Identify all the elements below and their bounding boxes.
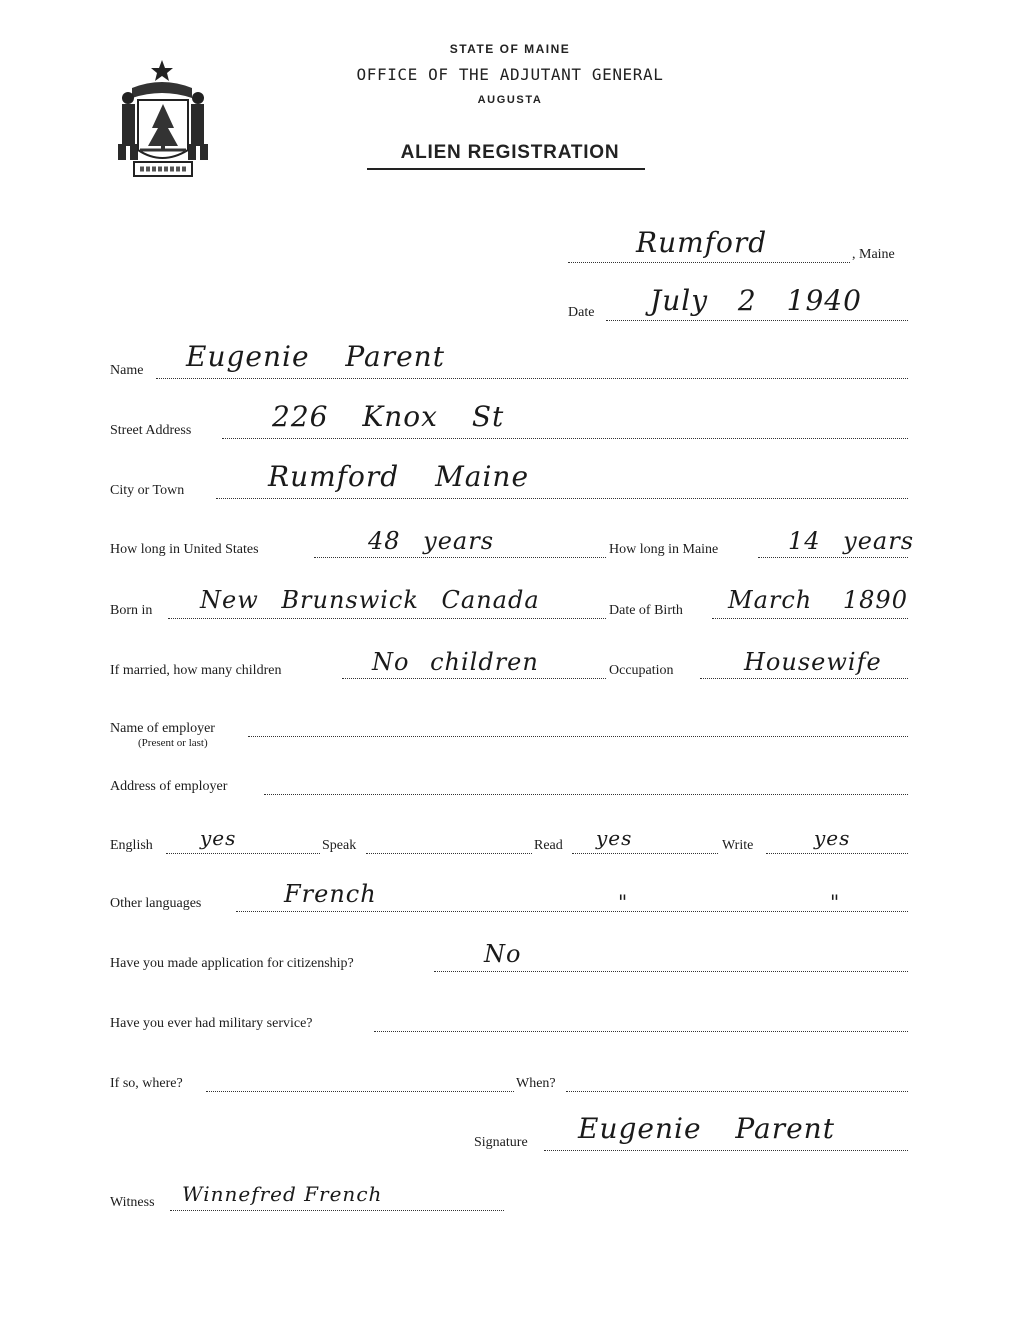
english-value: yes [200,826,237,850]
how-long-maine-value: 14 years [788,527,915,555]
other-languages-line [236,911,908,912]
military-line [374,1031,908,1032]
street-value: 226 Knox St [272,400,505,433]
children-label: If married, how many children [110,663,282,678]
read-value: yes [596,826,633,850]
how-long-us-label: How long in United States [110,542,259,557]
ditto-mark-1: " [618,890,629,914]
english-label: English [110,838,153,853]
employer-address-label: Address of employer [110,779,228,794]
when-label: When? [516,1076,556,1091]
speak-line [366,853,532,854]
name-label: Name [110,363,144,378]
employer-sub-label: (Present or last) [138,737,208,749]
occupation-line [700,678,908,679]
write-label: Write [722,838,754,853]
form-title: ALIEN REGISTRATION [400,142,620,163]
city-town-line [216,498,908,499]
military-label: Have you ever had military service? [110,1016,313,1031]
how-long-us-line [314,557,606,558]
town-value: Rumford [636,226,768,259]
employer-label: Name of employer [110,721,215,736]
name-line [156,378,908,379]
write-value: yes [814,826,851,850]
date-label: Date [568,305,595,320]
occupation-label: Occupation [609,663,674,678]
street-label: Street Address [110,423,192,438]
citizenship-value: No [484,940,522,968]
occupation-value: Housewife [744,648,882,676]
dob-line [712,618,908,619]
maine-state-seal-icon [110,58,215,183]
dob-value: March 1890 [728,586,908,614]
city-heading: AUGUSTA [477,94,543,106]
write-line [766,853,908,854]
where-line [206,1091,514,1092]
date-value: July 2 1940 [650,284,862,317]
employer-address-line [264,794,908,795]
read-label: Read [534,838,563,853]
citizenship-line [434,971,908,972]
signature-value: Eugenie Parent [578,1112,835,1145]
town-line [568,262,850,263]
how-long-maine-label: How long in Maine [609,542,719,557]
citizenship-label: Have you made application for citizenship? [110,956,354,971]
when-line [566,1091,908,1092]
office-heading: OFFICE OF THE ADJUTANT GENERAL [356,65,664,84]
city-town-label: City or Town [110,483,185,498]
children-value: No children [372,648,539,676]
dob-label: Date of Birth [609,603,683,618]
witness-value: Winnefred French [182,1182,383,1206]
how-long-us-value: 48 years [368,527,495,555]
city-town-value: Rumford Maine [268,460,530,493]
other-languages-label: Other languages [110,896,202,911]
witness-label: Witness [110,1195,155,1210]
english-line [166,853,320,854]
signature-line [544,1150,908,1151]
witness-line [170,1210,504,1211]
maine-suffix-label: , Maine [852,247,895,262]
how-long-maine-line [758,557,908,558]
born-in-value: New Brunswick Canada [200,586,540,614]
ditto-mark-2: " [830,890,841,914]
signature-label: Signature [474,1135,528,1150]
born-in-label: Born in [110,603,153,618]
employer-line [248,736,908,737]
name-value: Eugenie Parent [186,340,445,373]
where-label: If so, where? [110,1076,183,1091]
other-languages-value: French [284,880,377,908]
state-heading: STATE OF MAINE [449,42,571,56]
title-underline [367,168,645,170]
speak-label: Speak [322,838,357,853]
street-line [222,438,908,439]
date-line [606,320,908,321]
children-line [342,678,606,679]
read-line [572,853,718,854]
born-in-line [168,618,606,619]
